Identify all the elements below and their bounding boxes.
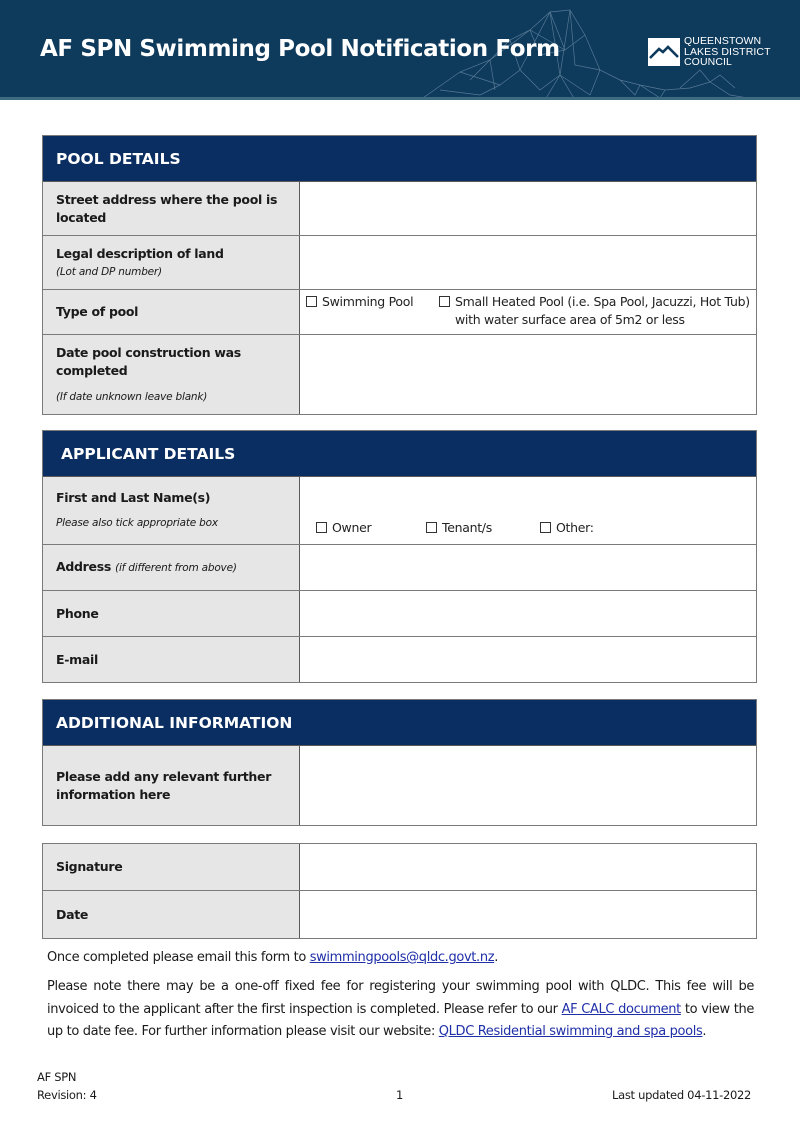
legal-description-row xyxy=(43,236,756,290)
field-label xyxy=(43,844,300,890)
email-field[interactable] xyxy=(300,637,756,682)
logo-line-3: COUNCIL xyxy=(684,56,732,68)
option-label-line2: with water surface area of 5m2 or less xyxy=(455,312,685,327)
date-row xyxy=(43,891,756,938)
name-input[interactable] xyxy=(300,477,756,515)
revision-number: Revision: 4 xyxy=(37,1088,97,1102)
option-label: Owner xyxy=(332,520,372,535)
field-label xyxy=(43,335,300,414)
construction-date-label: Date pool construction was completed xyxy=(56,344,241,378)
construction-date-row xyxy=(43,335,756,414)
signature-row xyxy=(43,844,756,891)
logo-text xyxy=(684,36,771,68)
checkbox-icon[interactable] xyxy=(426,522,437,533)
pool-type-row xyxy=(43,290,756,335)
email-label: E-mail xyxy=(56,651,98,667)
af-calc-document-link[interactable]: AF CALC document xyxy=(561,1001,681,1017)
section-heading: POOL DETAILS xyxy=(43,136,756,182)
field-label xyxy=(43,891,300,938)
phone-field[interactable] xyxy=(300,591,756,636)
additional-information-section xyxy=(42,699,757,826)
checkbox-icon[interactable] xyxy=(316,522,327,533)
form-title: AF SPN Swimming Pool Notification Form xyxy=(40,36,560,62)
qldc-website-link[interactable]: QLDC Residential swimming and spa pools xyxy=(438,1024,703,1039)
pool-details-section xyxy=(42,135,757,415)
construction-date-hint: (If date unknown leave blank) xyxy=(56,390,208,403)
logo-line-2: LAKES DISTRICT xyxy=(684,45,771,58)
mountain-logo-icon xyxy=(648,38,680,66)
section-heading: ADDITIONAL INFORMATION xyxy=(43,700,756,746)
address-input[interactable] xyxy=(300,545,756,590)
punctuation: . xyxy=(702,1024,707,1039)
checkbox-icon[interactable] xyxy=(540,522,551,533)
further-information-field[interactable] xyxy=(300,746,756,825)
street-address-input[interactable] xyxy=(300,182,756,235)
last-updated: Last updated 04-11-2022 xyxy=(612,1088,752,1102)
signoff-section xyxy=(42,843,757,939)
email-instruction xyxy=(47,947,754,970)
fee-notice-text: to view the up to date fee. For further information please visit our website: xyxy=(47,1001,754,1039)
checkbox-icon[interactable] xyxy=(439,296,450,307)
fee-notice xyxy=(47,976,754,1044)
footer-left xyxy=(37,1068,97,1104)
email-link[interactable]: swimmingpools@qldc.govt.nz xyxy=(309,950,495,965)
header-banner xyxy=(0,0,800,100)
fee-notice-text: Please note there may be a one-off fixed fee for registering your swimming pool with QLDC. This fee will be invoiced to the applicant after the first inspection is completed. Please refer to our xyxy=(47,979,754,1017)
email-instruction-text: Once completed please email this form to xyxy=(47,950,310,965)
field-label xyxy=(43,290,300,334)
construction-date-input[interactable] xyxy=(300,335,756,414)
swimming-pool-option[interactable] xyxy=(306,293,413,311)
name-label: First and Last Name(s) xyxy=(56,490,211,505)
page-number: 1 xyxy=(396,1088,404,1102)
checkbox-icon[interactable] xyxy=(306,296,317,307)
pool-type-field xyxy=(300,290,756,334)
legal-description-field[interactable] xyxy=(300,236,756,289)
field-label xyxy=(43,746,300,825)
applicant-details-section xyxy=(42,430,757,683)
punctuation: . xyxy=(494,950,498,965)
address-row xyxy=(43,545,756,591)
logo-line-1: QUEENSTOWN xyxy=(684,35,762,47)
field-label xyxy=(43,591,300,636)
street-address-row xyxy=(43,182,756,236)
phone-row xyxy=(43,591,756,637)
field-label xyxy=(43,545,300,590)
document-code: AF SPN xyxy=(37,1070,77,1084)
email-row xyxy=(43,637,756,682)
address-label-wrap xyxy=(56,558,286,577)
legal-description-label: Legal description of land xyxy=(56,245,224,261)
small-heated-pool-option[interactable] xyxy=(439,293,750,329)
date-label: Date xyxy=(56,906,89,922)
field-label xyxy=(43,236,300,289)
signature-input[interactable] xyxy=(300,844,756,890)
option-label: Small Heated Pool (i.e. Spa Pool, Jacuzzi, Hot Tub) xyxy=(455,294,750,309)
option-label: Swimming Pool xyxy=(322,294,414,309)
field-label xyxy=(43,477,300,544)
email-input[interactable] xyxy=(300,637,756,682)
signature-field[interactable] xyxy=(300,844,756,890)
other-option[interactable] xyxy=(540,519,594,537)
pool-type-label: Type of pool xyxy=(56,304,139,319)
phone-label: Phone xyxy=(56,605,99,621)
address-field[interactable] xyxy=(300,545,756,590)
legal-description-hint: (Lot and DP number) xyxy=(56,265,162,278)
name-field[interactable] xyxy=(300,477,756,544)
address-hint: (if different from above) xyxy=(115,562,237,574)
phone-input[interactable] xyxy=(300,591,756,636)
name-row xyxy=(43,477,756,545)
option-label: Other: xyxy=(556,520,594,535)
further-information-row xyxy=(43,746,756,825)
field-label xyxy=(43,637,300,682)
street-address-field[interactable] xyxy=(300,182,756,235)
signature-label: Signature xyxy=(56,859,123,874)
construction-date-field[interactable] xyxy=(300,335,756,414)
tenant-option[interactable] xyxy=(426,519,492,537)
date-input[interactable] xyxy=(300,891,756,938)
owner-option[interactable] xyxy=(316,519,371,537)
legal-description-input[interactable] xyxy=(300,236,756,289)
address-label: Address xyxy=(56,559,111,574)
further-information-textarea[interactable] xyxy=(300,746,756,825)
qldc-logo xyxy=(648,36,771,68)
field-label xyxy=(43,182,300,235)
date-field[interactable] xyxy=(300,891,756,938)
street-address-label: Street address where the pool is located xyxy=(56,191,278,225)
name-hint: Please also tick appropriate box xyxy=(56,517,218,529)
section-heading: APPLICANT DETAILS xyxy=(43,431,756,477)
option-label: Tenant/s xyxy=(442,520,492,535)
further-information-label: Please add any relevant further information here xyxy=(56,768,272,802)
